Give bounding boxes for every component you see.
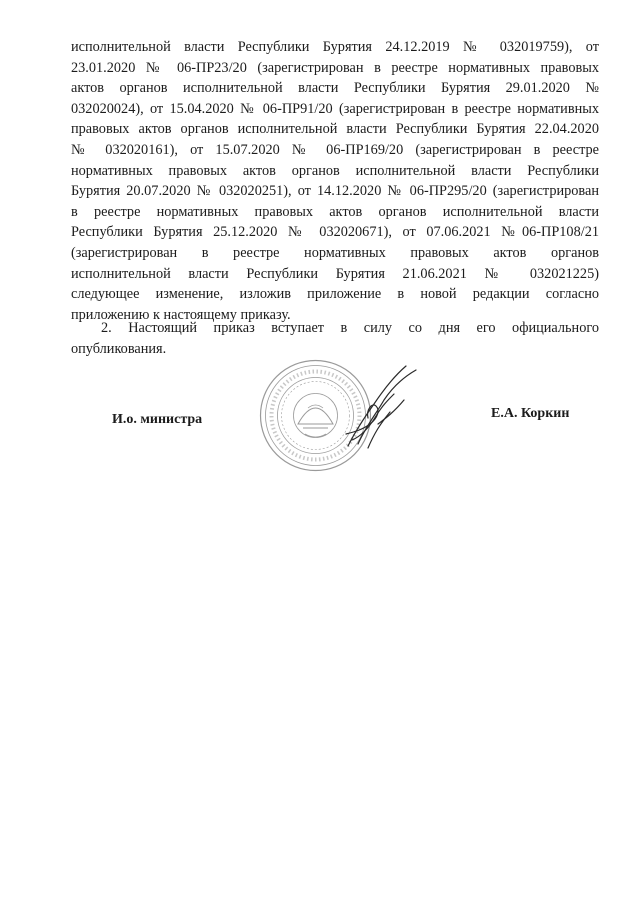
paragraph-1-line: исполнительной власти Республики Бурятия 24.12.2019 № 032019759), от (71, 39, 599, 55)
paragraph-1-line: следующее изменение, изложив приложение в новой редакции согласно (71, 286, 599, 303)
paragraph-1-line: Республики Бурятия 25.12.2020 № 032020671), от 07.06.2021 №06-ПР108/21 (71, 224, 599, 241)
paragraph-1-line: правовых актов органов исполнительной власти Республики Бурятия 22.04.2020 (71, 121, 599, 138)
paragraph-2-line: 2. Настоящий приказ вступает в силу со дня его официального (101, 320, 599, 336)
paragraph-1-line: нормативных правовых актов органов исполнительной власти Республики (71, 162, 599, 179)
paragraph-1-line: исполнительной власти Республики Бурятия 21.06.2021 № 032021225) (71, 265, 599, 282)
handwritten-signature-icon (318, 360, 428, 470)
paragraph-1-line: № 032020161), от 15.07.2020 № 06-ПР169/20 (зарегистрирован в реестре (71, 141, 599, 158)
signatory-role: И.о. министра (112, 412, 203, 427)
paragraph-2 (71, 318, 599, 359)
signatory-name: Е.А. Коркин (491, 406, 570, 421)
paragraph-1-line: актов органов исполнительной власти Республики Бурятия 29.01.2020 № (71, 80, 599, 97)
paragraph-1-line: (зарегистрирован в реестре нормативных правовых актов органов (71, 244, 599, 261)
paragraph-1-line: в реестре нормативных правовых актов органов исполнительной власти (71, 203, 599, 220)
paragraph-1-line: Бурятия 20.07.2020 № 032020251), от 14.12.2020 № 06-ПР295/20 (зарегистрирован (71, 183, 599, 200)
paragraph-1-line: 032020024), от 15.04.2020 № 06-ПР91/20 (зарегистрирован в реестре нормативных (71, 100, 599, 117)
paragraph-1-line: приложению к настоящему приказу. (71, 306, 291, 323)
paragraph-1-line: 23.01.2020 № 06-ПР23/20 (зарегистрирован в реестре нормативных правовых (71, 59, 599, 76)
paragraph-2-line: опубликования. (71, 340, 167, 357)
paragraph-1 (71, 37, 599, 325)
